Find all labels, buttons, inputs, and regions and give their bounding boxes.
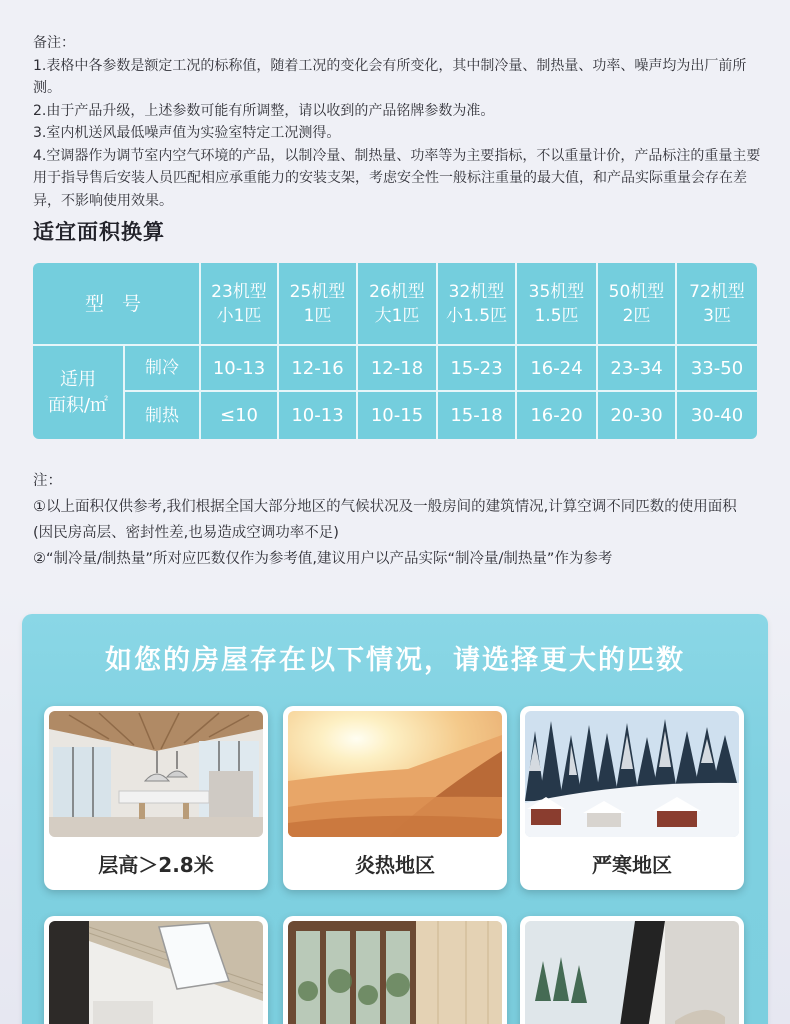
model-name: 25机型: [289, 281, 346, 302]
card-label: 炎热地区: [355, 853, 435, 877]
model-col-header: [517, 263, 596, 344]
notes-heading: 备注：: [33, 35, 75, 51]
area-note-2: ②“制冷量/制热量”所对应匹数仅作为参考值,建议用户以产品实际“制冷量/制热量”作为参考: [33, 551, 613, 567]
heat-area-cell: 30-40: [690, 405, 744, 426]
model-hp: 2匹: [622, 305, 651, 326]
note-item-1: 1.表格中各参数是额定工况的标称值，随着工况的变化会有所变化，其中制冷量、制热量、功率、噪声均为出厂前所测。: [33, 57, 747, 96]
snowy-village-image: [525, 711, 739, 837]
note-item-3: 3.室内机送风最低噪声值为实验室特定工况测得。: [33, 125, 341, 141]
desert-sun-image: [288, 711, 502, 837]
notes-block: [33, 32, 763, 212]
model-name: 32机型: [448, 281, 505, 302]
upsize-panel: [22, 614, 768, 1024]
cool-area-cell: 16-24: [530, 357, 583, 379]
cool-area-cell: 23-34: [610, 357, 663, 379]
area-header-line1: 适用: [60, 368, 96, 390]
area-notes-heading: 注：: [33, 473, 62, 489]
heat-area-cell: 16-20: [530, 405, 583, 426]
card-cold-region: [520, 706, 744, 890]
card-hot-region: [283, 706, 507, 890]
panel-title: 如您的房屋存在以下情况，请选择更大的匹数: [105, 645, 685, 676]
model-hp: 小1.5匹: [445, 305, 508, 326]
high-ceiling-room-image: [49, 711, 263, 837]
cool-area-cell: 15-23: [450, 357, 503, 379]
cool-area-cell: 12-16: [291, 357, 344, 379]
model-hp: 小1匹: [216, 305, 262, 326]
model-col-header: [201, 263, 277, 344]
heat-area-cell: 20-30: [610, 405, 663, 426]
model-hp: 1.5匹: [534, 305, 579, 326]
card-glass-room: [283, 916, 507, 1024]
cool-area-cell: 33-50: [690, 357, 744, 379]
model-col-header: [598, 263, 675, 344]
model-hp: 3匹: [703, 305, 731, 326]
heat-area-cell: ≤10: [220, 405, 258, 426]
heat-area-cell: 15-18: [450, 405, 503, 426]
section-title: 适宜面积换算: [33, 220, 165, 244]
model-name: 35机型: [528, 281, 585, 302]
glass-window-room-image: [288, 921, 502, 1024]
card-label: 严寒地区: [592, 853, 672, 877]
card-skylight-room: [520, 916, 744, 1024]
heat-area-cell: 10-13: [291, 405, 344, 426]
area-note-1: ①以上面积仅供参考,我们根据全国大部分地区的气候状况及一般房间的建筑情况,计算空调不同匹数的使用面积(因民房高层、密封性差,也易造成空调功率不足): [33, 499, 737, 541]
model-hp: 大1匹: [374, 305, 420, 326]
area-notes: [33, 468, 753, 572]
card-attic-room: [44, 916, 268, 1024]
row-label-heat: 制热: [145, 405, 179, 426]
area-header: [33, 346, 123, 439]
model-name: 23机型: [211, 281, 267, 302]
note-item-2: 2.由于产品升级，上述参数可能有所调整，请以收到的产品铭牌参数为准。: [33, 102, 495, 119]
row-label-cool: 制冷: [145, 358, 179, 378]
model-name: 26机型: [369, 281, 425, 302]
attic-room-image: [49, 921, 263, 1024]
skylight-room-image: [525, 921, 739, 1024]
model-col-header: [279, 263, 356, 344]
cool-area-cell: 12-18: [370, 357, 424, 379]
model-col-header: [438, 263, 515, 344]
card-high-ceiling: [44, 706, 268, 890]
area-header-line2: 面积/㎡: [47, 394, 109, 416]
cool-area-cell: 10-13: [212, 357, 266, 379]
model-col-header: [358, 263, 436, 344]
card-label: 层高＞2.8米: [98, 853, 214, 877]
area-table: [33, 263, 757, 439]
heat-area-cell: 10-15: [370, 405, 424, 426]
model-header: 型 号: [84, 292, 148, 315]
model-col-header: [677, 263, 757, 344]
model-hp: 1匹: [303, 305, 332, 326]
model-name: 50机型: [608, 281, 665, 302]
model-name: 72机型: [689, 281, 745, 302]
note-item-4: 4.空调器作为调节室内空气环境的产品，以制冷量、制热量、功率等为主要指标，不以重量计价，产品标注的重量主要用于指导售后安装人员匹配相应承重能力的安装支架，考虑安全性一般标注重量的最大值，和产品实际重量会存在差异，不影响使用效果。: [33, 147, 761, 209]
